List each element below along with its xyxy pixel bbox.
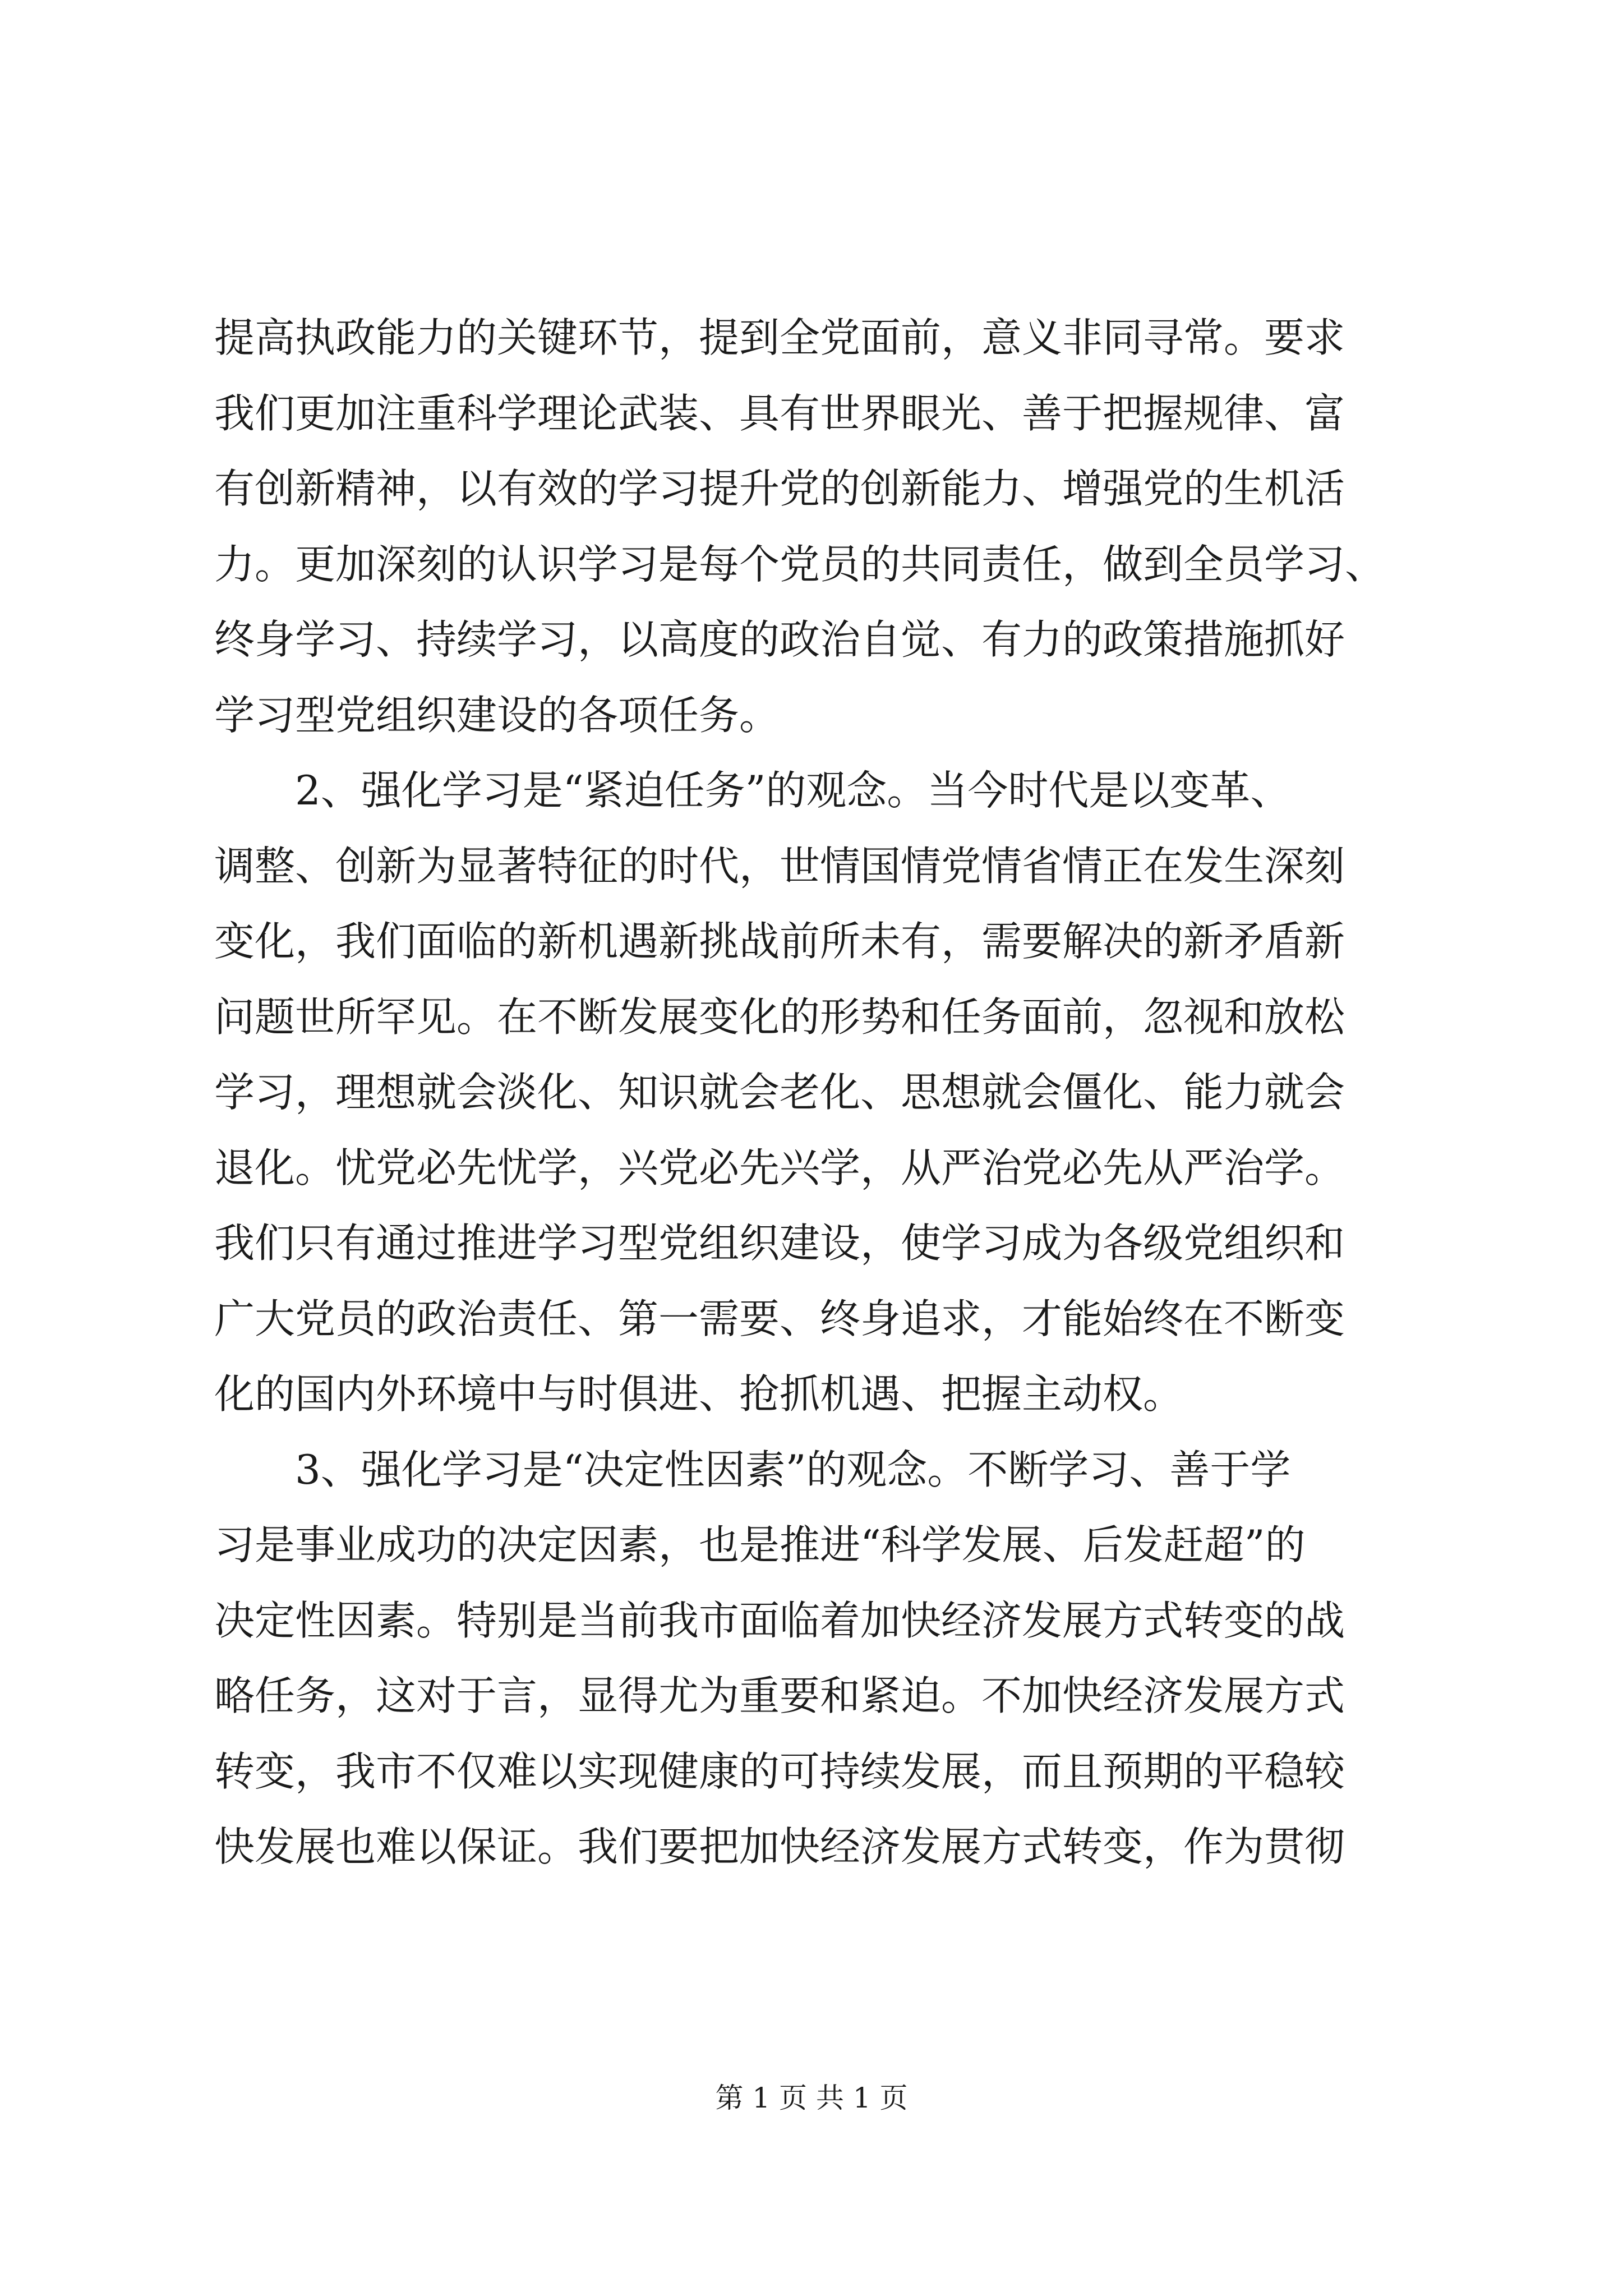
text-line: 有创新精神，以有效的学习提升党的创新能力、增强党的生机活 <box>214 465 1345 512</box>
text-line: 力。更加深刻的认识学习是每个党员的共同责任，做到全员学习、 <box>214 540 1386 588</box>
text-line: 我们更加注重科学理论武装、具有世界眼光、善于把握规律、富 <box>214 389 1345 437</box>
text-line: 略任务，这对于言，显得尤为重要和紧迫。不加快经济发展方式 <box>214 1672 1345 1719</box>
text-line: 习是事业成功的决定因素，也是推进“科学发展、后发赶超”的 <box>214 1521 1306 1568</box>
text-line: 决定性因素。特别是当前我市面临着加快经济发展方式转变的战 <box>214 1596 1345 1644</box>
text-line: 变化，我们面临的新机遇新挑战前所未有，需要解决的新矛盾新 <box>214 918 1345 965</box>
text-line: 转变，我市不仅难以实现健康的可持续发展，而且预期的平稳较 <box>214 1747 1345 1795</box>
text-line: 化的国内外环境中与时俱进、抢抓机遇、把握主动权。 <box>214 1370 1184 1418</box>
text-line: 广大党员的政治责任、第一需要、终身追求，才能始终在不断变 <box>214 1295 1345 1342</box>
text-line: 快发展也难以保证。我们要把加快经济发展方式转变，作为贯彻 <box>214 1823 1345 1870</box>
text-line: 提高执政能力的关键环节，提到全党面前，意义非同寻常。要求 <box>214 314 1345 361</box>
text-line: 问题世所罕见。在不断发展变化的形势和任务面前，忽视和放松 <box>214 993 1345 1041</box>
text-line: 学习型党组织建设的各项任务。 <box>214 691 780 739</box>
text-line: 2、强化学习是“紧迫任务”的观念。当今时代是以变革、 <box>214 767 1291 814</box>
body-text <box>214 300 1420 1885</box>
text-line: 3、强化学习是“决定性因素”的观念。不断学习、善于学 <box>214 1446 1291 1493</box>
page-footer: 第 1 页 共 1 页 <box>715 2082 908 2114</box>
text-line: 学习，理想就会淡化、知识就会老化、思想就会僵化、能力就会 <box>214 1069 1345 1116</box>
text-line: 我们只有通过推进学习型党组织建设，使学习成为各级党组织和 <box>214 1220 1345 1267</box>
text-line: 终身学习、持续学习，以高度的政治自觉、有力的政策措施抓好 <box>214 616 1345 663</box>
text-line: 调整、创新为显著特征的时代，世情国情党情省情正在发生深刻 <box>214 842 1345 890</box>
text-line: 退化。忧党必先忧学，兴党必先兴学，从严治党必先从严治学。 <box>214 1144 1345 1191</box>
